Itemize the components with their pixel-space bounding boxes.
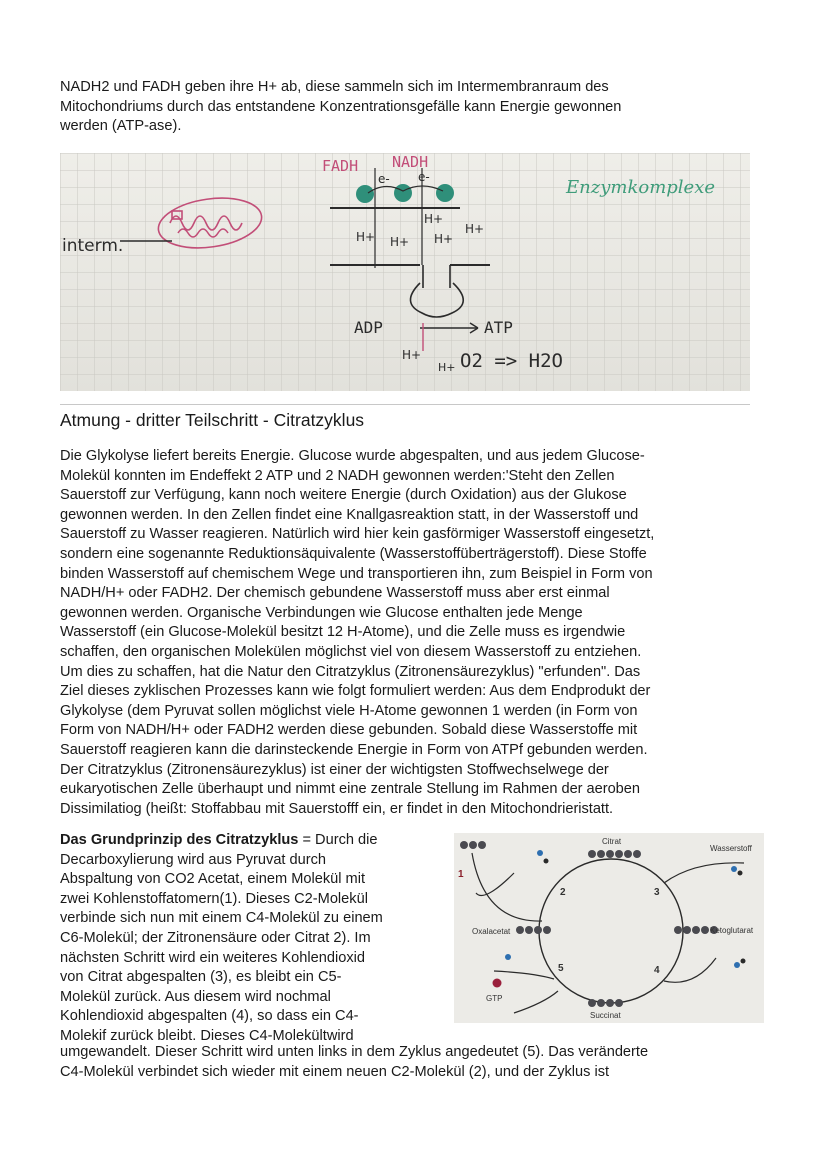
citrate-cycle-figure-photo	[454, 833, 764, 1023]
label-h-plus: H+	[402, 348, 422, 362]
step-number: 2	[560, 887, 566, 898]
principle-line: verbinde sich nun mit einem C4-Molekül zu einem	[60, 910, 383, 927]
section-heading: Atmung - dritter Teilschritt - Citratzyklus	[60, 410, 365, 430]
body-line: gewonnen werden. In den Zellen findet eine Knallgasreaktion statt, in der Wasserstoff und	[60, 506, 639, 523]
body-line: NADH/H+ oder FADH2. Der chemisch gebundene Wasserstoff muss aber erst einmal	[60, 585, 610, 602]
carbon-dot	[544, 859, 549, 864]
enzyme-complex-3	[436, 184, 454, 202]
body-line: gewonnen werden. Organische Verbindungen wie Glucose enthalten jede Menge	[60, 604, 583, 621]
intro-line: Mitochondriums durch das entstandene Konzentrationsgefälle kann Energie gewonnen	[60, 98, 622, 115]
label-h-plus: H+	[356, 230, 376, 244]
principle-line: Decarboxylierung wird aus Pyruvat durch	[60, 851, 327, 868]
label-citrat: Citrat	[602, 837, 622, 846]
label-h-plus: H+	[438, 361, 456, 374]
label-h-plus: H+	[434, 232, 454, 246]
label-h-plus: H+	[390, 235, 410, 249]
carbon-dot	[738, 871, 743, 876]
gtp-dot	[493, 979, 502, 988]
principle-line: C6-Molekül; der Zitronensäure oder Citrat 2). Im	[60, 929, 371, 946]
label-succinat: Succinat	[590, 1011, 621, 1020]
intro-line: werden (ATP-ase).	[60, 118, 182, 135]
body-paragraph	[60, 447, 750, 819]
body-line: sondern eine sogenannte Reduktionsäquivalente (Wasserstoffüberträgerstoff). Diese Stoffe	[60, 545, 647, 562]
intro-paragraph	[60, 78, 750, 137]
body-line: schaffen, den organischen Molekülen möglichst viel von diesem Wasserstoff zu entziehen.	[60, 643, 642, 660]
label-fadh: FADH	[322, 157, 359, 175]
carbon-dot	[741, 959, 746, 964]
label-wasserstoff: Wasserstoff	[710, 844, 752, 853]
hydrogen-dot	[731, 866, 737, 872]
body-line: Sauerstoff zur Verfügung, kann noch weitere Energie (durch Oxidation) aus der Glukose	[60, 487, 627, 504]
step-number: 3	[654, 887, 660, 898]
label-adp: ADP	[354, 318, 383, 337]
continuation-paragraph	[60, 1043, 750, 1082]
label-h-plus: H+	[465, 222, 485, 236]
principle-title: Das Grundprinzip des Citratzyklus	[60, 832, 299, 848]
body-line: Sauerstoff reagieren kann die darinsteckende Energie in Form von ATPf gebunden werden.	[60, 741, 648, 758]
tail-line: umgewandelt. Dieser Schritt wird unten links in dem Zyklus angedeutet (5). Das veränderte	[60, 1044, 649, 1060]
principle-line: Kohlendioxid abgespalten (4), so dass ein C4-	[60, 1008, 359, 1025]
body-line: Form von NADH/H+ oder FADH2 werden diese gebunden. Sobald diese Wasserstoffe mit	[60, 722, 638, 739]
body-line: eukaryotischen Zelle überhaupt und nimmt eine zentrale Stellung im Rahmen der aeroben	[60, 781, 640, 798]
hydrogen-dot	[505, 954, 511, 960]
label-ketoglutarat: Ketoglutarat	[710, 926, 754, 935]
step-number: 5	[558, 963, 564, 974]
body-line: binden Wasserstoff auf chemischem Wege und transportieren ihn, zum Beispiel in Form von	[60, 565, 653, 582]
body-line: Dissimilatiog (heißt: Stoffabbau mit Sauerstofff ein, er findet in den Mitochondrieristatt.	[60, 800, 614, 817]
principle-line: nächsten Schritt wird ein weiteres Kohlendioxid	[60, 949, 366, 966]
label-gtp: GTP	[486, 994, 503, 1003]
body-line: Sauerstoff zu Wasser reagieren. Natürlich wird hier kein gasförmiger Wasserstoff eingesetzt,	[60, 526, 655, 543]
label-oxalacetat: Oxalacetat	[472, 927, 511, 936]
body-line: Wasserstoff (ein Glucose-Molekül besitzt 12 H-Atome), und die Zelle muss es irgendwie	[60, 624, 626, 641]
principle-line: zwei Kohlenstoffatomern(1). Dieses C2-Molekül	[60, 890, 368, 907]
intro-line: NADH2 und FADH geben ihre H+ ab, diese sammeln sich im Intermembranraum des	[60, 79, 609, 95]
label-nadh: NADH	[392, 153, 429, 171]
body-line: Molekül konnten im Endeffekt 2 ATP und 2 NADH gewonnen werden:'Steht den Zellen	[60, 467, 615, 484]
body-line: Glykolyse (dem Pyruvat sollen möglichst viele H-Atome gewonnen 1 werden (in Form von	[60, 702, 638, 719]
label-electron: e-	[378, 172, 390, 186]
label-oxygen-water: O2 => H2O	[460, 350, 563, 372]
section-divider	[60, 404, 750, 405]
principle-line: Molekif zurück bleibt. Dieses C4-Molekültwird	[60, 1027, 354, 1044]
principle-paragraph	[60, 831, 440, 1047]
body-line: Ziel dieses zyklischen Prozesses kann wie folgt formuliert werden: Aus dem Endprodukt der	[60, 683, 651, 700]
body-line: Um dies zu schaffen, hat die Natur den Citratzyklus (Zitronensäurezyklus) "erfunden". Das	[60, 663, 641, 680]
enzyme-complex-2	[394, 184, 412, 202]
atp-synthase-sketch-photo	[60, 153, 750, 391]
principle-line: Abspaltung von CO2 Acetat, einem Molekül mit	[60, 871, 366, 888]
body-line: Der Citratzyklus (Zitronensäurezyklus) ist einer der wichtigsten Stoffwechselwege der	[60, 761, 609, 778]
hydrogen-dot	[537, 850, 543, 856]
hydrogen-dot	[734, 962, 740, 968]
tail-line: C4-Molekül verbindet sich wieder mit einem neuen C2-Molekül (2), und der Zyklus ist	[60, 1063, 610, 1080]
label-atp: ATP	[484, 318, 513, 337]
principle-line: Molekül zurück. Aus diesem wird nochmal	[60, 988, 331, 1005]
step-number: 1	[458, 869, 464, 880]
body-line: Die Glykolyse liefert bereits Energie. Glucose wurde abgespalten, und aus jedem Glucose-	[60, 448, 645, 464]
label-enzymkomplexe: Enzymkomplexe	[566, 177, 716, 198]
label-h-plus: H+	[424, 212, 444, 226]
label-interm: interm.	[62, 236, 124, 256]
principle-line: von Citrat abgespalten (3), es bleibt ein C5-	[60, 969, 342, 986]
label-electron: e-	[418, 170, 430, 184]
principle-line: = Durch die	[298, 832, 378, 848]
enzyme-complex-1	[356, 185, 374, 203]
acetyl-carbon-chain	[460, 841, 486, 849]
step-number: 4	[654, 965, 660, 976]
